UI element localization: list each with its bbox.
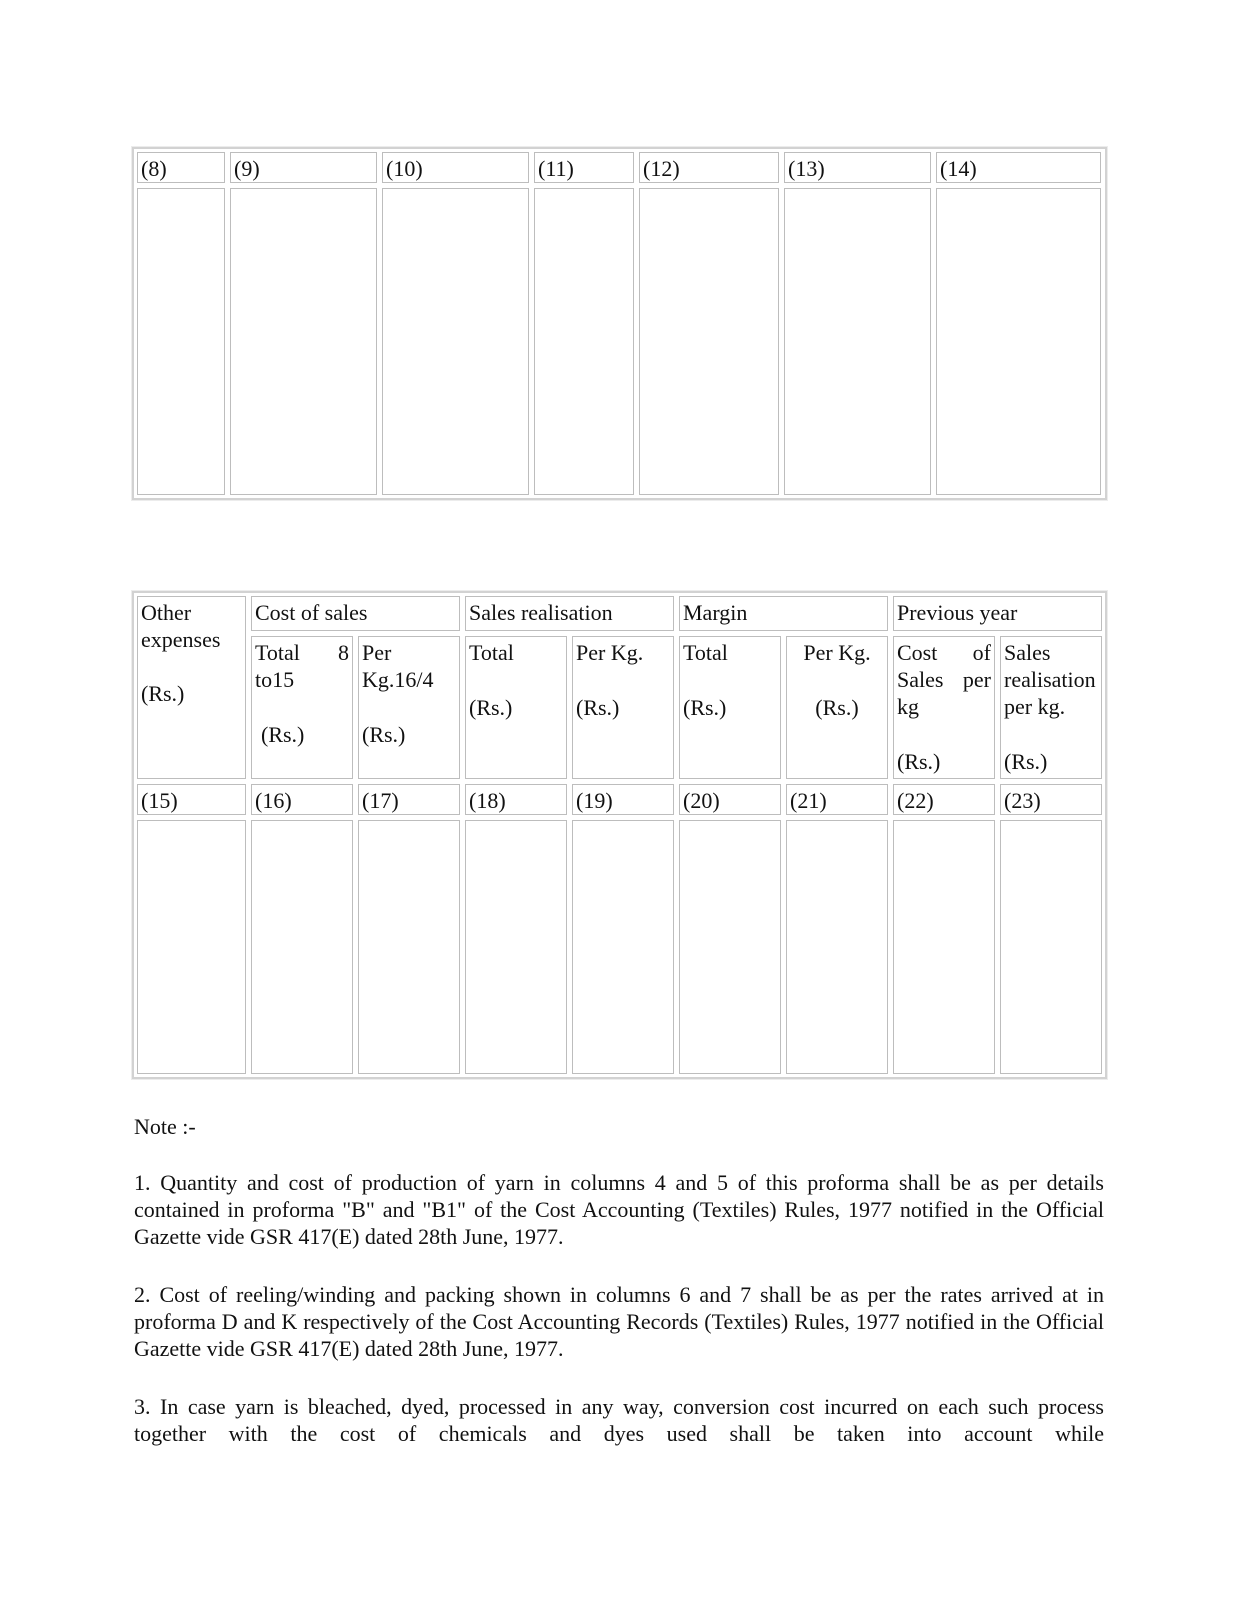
- prev-cost-of-sales-header: [893, 636, 995, 779]
- cost-total-unit: (Rs.): [261, 722, 305, 747]
- header-cell-10: [382, 152, 529, 183]
- sales-total-label: Total: [469, 640, 514, 665]
- data-cell: [382, 188, 529, 495]
- cost-of-sales-per-kg-header: [358, 636, 460, 779]
- prev-cost-line-1: Cost of: [897, 640, 991, 665]
- header-label: (11): [538, 156, 574, 181]
- col-number-15: [137, 784, 246, 815]
- margin-total-unit: (Rs.): [683, 695, 727, 720]
- header-label: (9): [234, 156, 260, 181]
- margin-header: [679, 596, 888, 631]
- col-number-label: (22): [897, 788, 934, 813]
- data-cell: [251, 820, 353, 1074]
- header-label: (8): [141, 156, 167, 181]
- data-cell: [534, 188, 634, 495]
- data-cell: [893, 820, 995, 1074]
- prev-cost-unit: (Rs.): [897, 749, 941, 774]
- prev-sales-unit: (Rs.): [1004, 749, 1048, 774]
- header-label: (10): [386, 156, 423, 181]
- sales-per-kg-unit: (Rs.): [576, 695, 620, 720]
- data-cell: [572, 820, 674, 1074]
- note-1-block: [134, 1169, 1104, 1250]
- margin-per-kg-header: [786, 636, 888, 779]
- col-number-16: [251, 784, 353, 815]
- note-3-block: [134, 1393, 1104, 1447]
- sales-total-header: [465, 636, 567, 779]
- col-number-22: [893, 784, 995, 815]
- margin-label: Margin: [683, 600, 748, 625]
- other-expenses-header: [137, 596, 246, 779]
- prev-cost-line-3: kg: [897, 694, 919, 719]
- data-cell: [936, 188, 1101, 495]
- col-number-label: (23): [1004, 788, 1041, 813]
- col-number-19: [572, 784, 674, 815]
- cost-total-label-b: to15: [255, 667, 295, 692]
- notes-heading-block: [134, 1113, 1104, 1140]
- cost-of-sales-header: [251, 596, 460, 631]
- previous-year-label: Previous year: [897, 600, 1018, 625]
- data-cell: [358, 820, 460, 1074]
- header-label: (14): [940, 156, 977, 181]
- prev-sales-realisation-header: [1000, 636, 1102, 779]
- header-cell-13: [784, 152, 931, 183]
- note-item-1: 1. Quantity and cost of production of yarn in columns 4 and 5 of this proforma shall be as per details contained in proforma "B" and "B1" of the Cost Accounting (Textiles) Rules, 1977 notified in the Official Gazette vide GSR 417(E) dated 28th June, 1977.: [134, 1170, 1104, 1249]
- col-number-label: (15): [141, 788, 178, 813]
- margin-per-kg-label: Per Kg.: [803, 640, 871, 665]
- sales-realisation-label: Sales realisation: [469, 600, 613, 625]
- col-number-label: (16): [255, 788, 292, 813]
- sales-per-kg-label: Per Kg.: [576, 640, 644, 665]
- data-cell: [137, 188, 225, 495]
- col-number-label: (19): [576, 788, 613, 813]
- header-label: (13): [788, 156, 825, 181]
- sales-per-kg-header: [572, 636, 674, 779]
- header-cell-14: [936, 152, 1101, 183]
- data-cell: [137, 820, 246, 1074]
- col-number-label: (20): [683, 788, 720, 813]
- cost-total-label-a: Total 8: [255, 640, 349, 665]
- col-number-23: [1000, 784, 1102, 815]
- data-cell: [230, 188, 377, 495]
- notes-heading: Note :-: [134, 1114, 196, 1139]
- cost-of-sales-total-header: [251, 636, 353, 779]
- other-expenses-unit: (Rs.): [141, 681, 185, 706]
- prev-sales-line-2: realisation: [1004, 667, 1096, 692]
- other-expenses-label: Other expenses: [141, 600, 221, 652]
- col-number-label: (17): [362, 788, 399, 813]
- data-cell: [465, 820, 567, 1074]
- prev-sales-line-3: per kg.: [1004, 694, 1066, 719]
- cost-per-kg-label-b: Kg.16/4: [362, 667, 434, 692]
- note-2-block: [134, 1281, 1104, 1362]
- prev-cost-line-2: Sales per: [897, 667, 991, 692]
- header-cell-12: [639, 152, 779, 183]
- col-number-17: [358, 784, 460, 815]
- sales-realisation-header: [465, 596, 674, 631]
- cost-per-kg-label-a: Per: [362, 640, 392, 665]
- data-cell: [1000, 820, 1102, 1074]
- cost-of-sales-label: Cost of sales: [255, 600, 368, 625]
- note-item-2: 2. Cost of reeling/winding and packing shown in columns 6 and 7 shall be as per the rates arrived at in proforma D and K respectively of the Cost Accounting Records (Textiles) Rules, 1977 notified in the Official Gazette vide GSR 417(E) dated 28th June, 1977.: [134, 1282, 1104, 1361]
- col-number-20: [679, 784, 781, 815]
- data-cell: [679, 820, 781, 1074]
- prev-sales-line-1: Sales: [1004, 640, 1051, 665]
- data-cell: [784, 188, 931, 495]
- sales-total-unit: (Rs.): [469, 695, 513, 720]
- cost-per-kg-unit: (Rs.): [362, 722, 406, 747]
- header-label: (12): [643, 156, 680, 181]
- data-cell: [639, 188, 779, 495]
- col-number-label: (18): [469, 788, 506, 813]
- col-number-label: (21): [790, 788, 827, 813]
- note-item-3: 3. In case yarn is bleached, dyed, processed in any way, conversion cost incurred on each such process together with the cost of chemicals and dyes used shall be taken into account while: [134, 1394, 1104, 1446]
- previous-year-header: [893, 596, 1102, 631]
- header-cell-11: [534, 152, 634, 183]
- col-number-21: [786, 784, 888, 815]
- margin-total-header: [679, 636, 781, 779]
- margin-per-kg-unit: (Rs.): [815, 695, 859, 720]
- header-cell-9: [230, 152, 377, 183]
- data-cell: [786, 820, 888, 1074]
- header-cell-8: [137, 152, 225, 183]
- margin-total-label: Total: [683, 640, 728, 665]
- col-number-18: [465, 784, 567, 815]
